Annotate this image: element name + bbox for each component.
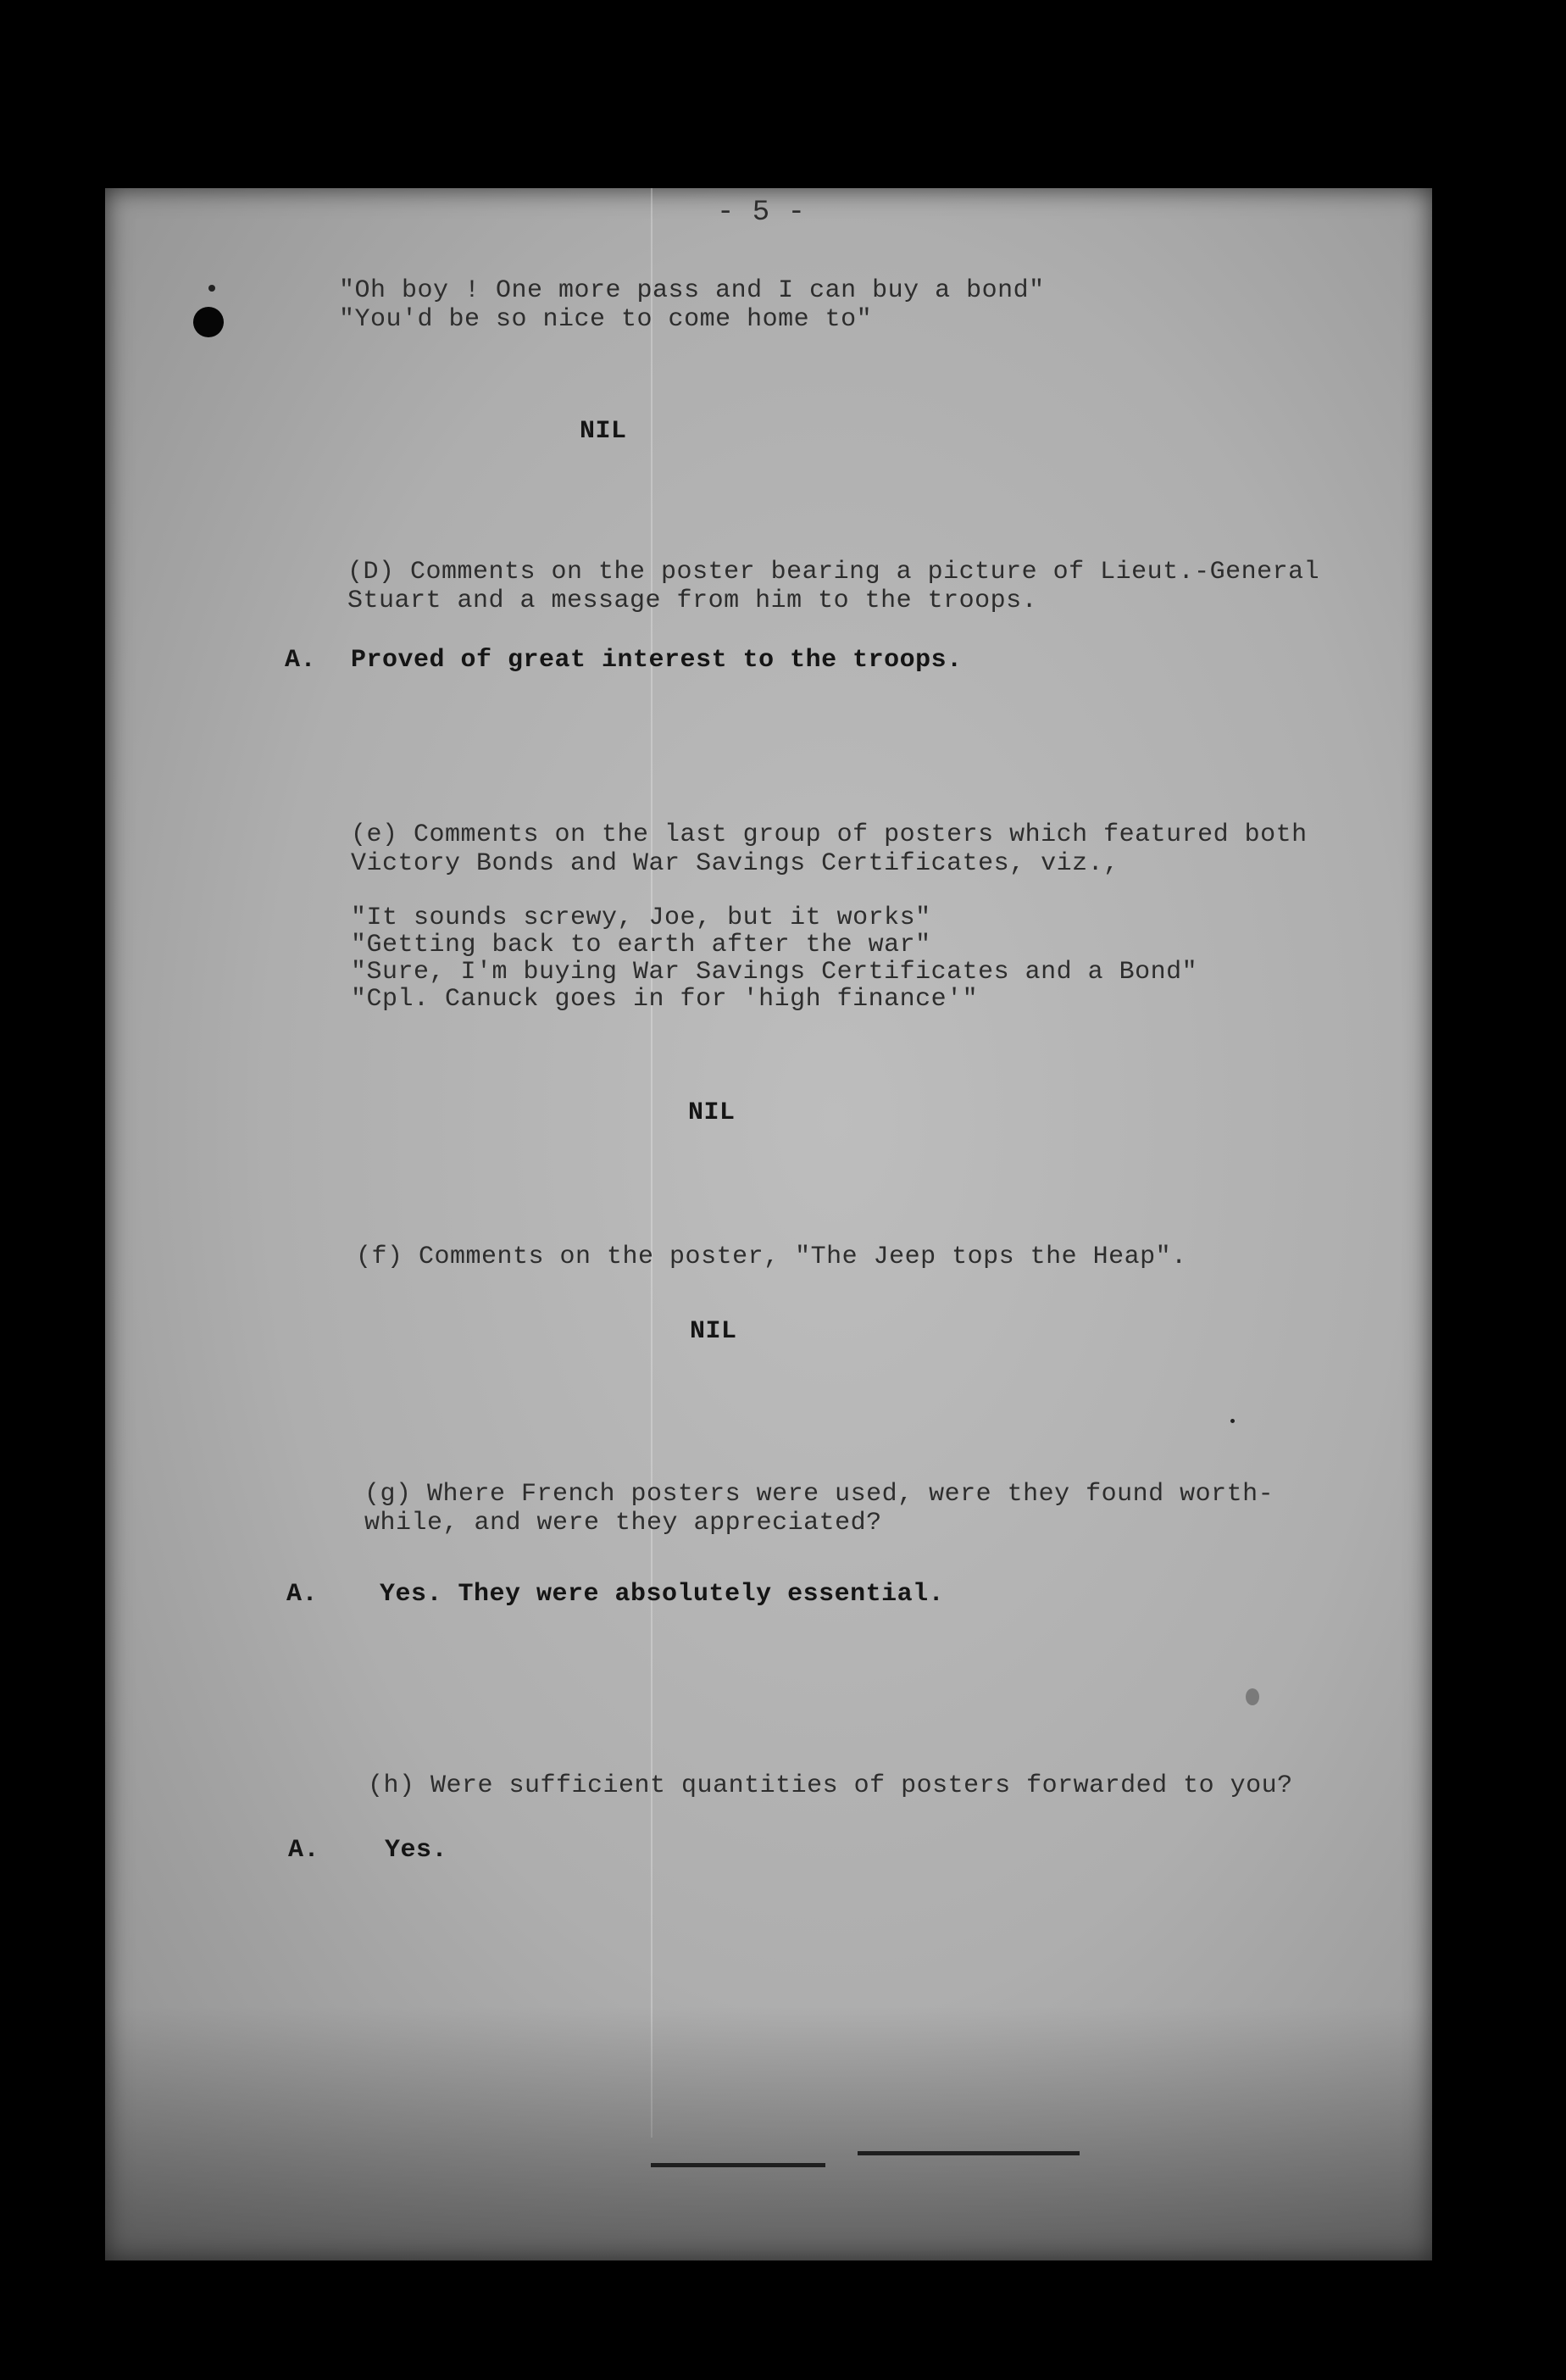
nil-answer: NIL bbox=[580, 417, 627, 446]
question-h: (h) Were sufficient quantities of posters forwarded to you? bbox=[368, 1771, 1293, 1800]
ink-smudge bbox=[1246, 1688, 1259, 1705]
question-d-line: Stuart and a message from him to the troops. bbox=[347, 587, 1038, 615]
question-f: (f) Comments on the poster, "The Jeep tops the Heap". bbox=[356, 1243, 1187, 1271]
nil-answer: NIL bbox=[688, 1098, 736, 1127]
ink-speck bbox=[208, 285, 215, 292]
answer-marker: A. bbox=[288, 1836, 320, 1865]
nil-answer: NIL bbox=[690, 1317, 737, 1346]
signature-rule bbox=[651, 2163, 825, 2167]
poster-quote: "Getting back to earth after the war" bbox=[351, 931, 931, 959]
answer-d: Proved of great interest to the troops. bbox=[351, 646, 963, 675]
poster-quote: "Cpl. Canuck goes in for 'high finance'" bbox=[351, 985, 979, 1014]
poster-quote: "You'd be so nice to come home to" bbox=[339, 305, 873, 334]
answer-marker: A. bbox=[286, 1580, 319, 1609]
question-g-line: (g) Where French posters were used, were they found worth- bbox=[364, 1480, 1274, 1509]
punch-hole bbox=[193, 307, 224, 337]
answer-g: Yes. They were absolutely essential. bbox=[380, 1580, 945, 1609]
signature-rule bbox=[858, 2151, 1080, 2155]
poster-quote: "Oh boy ! One more pass and I can buy a bond" bbox=[339, 276, 1045, 305]
poster-quote: "Sure, I'm buying War Savings Certificates and a Bond" bbox=[351, 958, 1198, 987]
fold-line bbox=[651, 188, 652, 2138]
answer-marker: A. bbox=[285, 646, 317, 675]
poster-quote: "It sounds screwy, Joe, but it works" bbox=[351, 904, 931, 932]
answer-h: Yes. bbox=[385, 1836, 448, 1865]
page-number: - 5 - bbox=[717, 197, 806, 229]
question-e-line: Victory Bonds and War Savings Certificates, viz., bbox=[351, 849, 1119, 878]
question-d-line: (D) Comments on the poster bearing a picture of Lieut.-General bbox=[347, 558, 1320, 587]
ink-speck bbox=[1230, 1419, 1235, 1423]
question-e-line: (e) Comments on the last group of posters which featured both bbox=[351, 820, 1308, 849]
question-g-line: while, and were they appreciated? bbox=[364, 1509, 882, 1538]
document-sheet bbox=[105, 188, 1432, 2260]
